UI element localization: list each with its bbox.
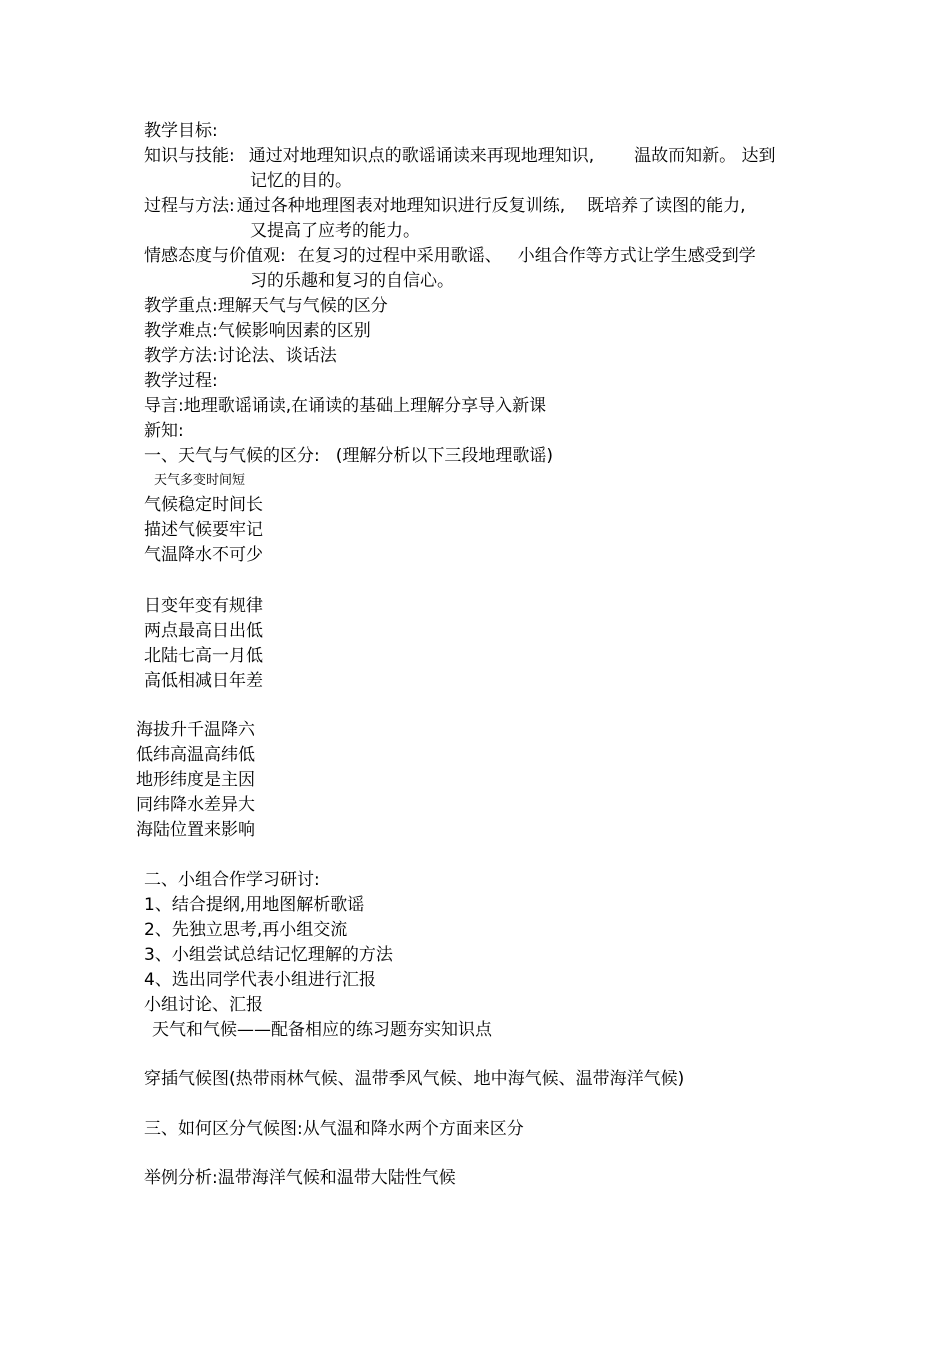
knowledge-goal-text: 通过对地理知识点的歌谣诵读来再现地理知识, xyxy=(248,146,595,166)
section1-title-note: (理解分析以下三段地理歌谣) xyxy=(335,446,553,466)
new-knowledge: 新知: xyxy=(144,421,184,441)
process-goal-text: 通过各种地理图表对地理知识进行反复训练, xyxy=(236,196,566,216)
process-goal-line xyxy=(144,195,746,217)
group-discussion: 小组讨论、汇报 xyxy=(144,995,263,1015)
verse1-line-4: 气温降水不可少 xyxy=(144,545,263,565)
verse3-line-4: 同纬降水差异大 xyxy=(136,795,255,815)
verse3-line-3: 地形纬度是主因 xyxy=(136,770,255,790)
difficulty: 教学难点:气候影响因素的区别 xyxy=(144,321,371,341)
section1-title xyxy=(144,445,553,467)
knowledge-goal-label: 知识与技能: xyxy=(144,146,235,166)
emotion-goal-text-2: 小组合作等方式让学生感受到学 xyxy=(517,246,756,266)
section2-item-1: 1、结合提纲,用地图解析歌谣 xyxy=(144,895,365,915)
knowledge-goal-continued: 记忆的目的。 xyxy=(250,171,352,191)
climate-charts: 穿插气候图(热带雨林气候、温带季风气候、地中海气候、温带海洋气候) xyxy=(144,1069,685,1089)
verse2-line-3: 北陆七高一月低 xyxy=(144,646,263,666)
goals-heading: 教学目标: xyxy=(144,121,218,141)
verse1-line-2: 气候稳定时间长 xyxy=(144,495,263,515)
section2-item-2: 2、先独立思考,再小组交流 xyxy=(144,920,348,940)
process-goal-label: 过程与方法: xyxy=(144,196,235,216)
section2-title: 二、小组合作学习研讨: xyxy=(144,870,320,890)
verse2-line-4: 高低相减日年差 xyxy=(144,671,263,691)
intro: 导言:地理歌谣诵读,在诵读的基础上理解分享导入新课 xyxy=(144,396,547,416)
verse3-line-1: 海拔升千温降六 xyxy=(136,720,255,740)
emotion-goal-label: 情感态度与价值观: xyxy=(144,246,286,266)
emotion-goal-continued: 习的乐趣和复习的自信心。 xyxy=(250,271,454,291)
process-heading: 教学过程: xyxy=(144,371,218,391)
process-goal-continued: 又提高了应考的能力。 xyxy=(250,221,420,241)
teaching-method: 教学方法:讨论法、谈话法 xyxy=(144,346,337,366)
section3-title: 三、如何区分气候图:从气温和降水两个方面来区分 xyxy=(144,1119,524,1139)
emotion-goal-line xyxy=(144,245,756,267)
emotion-goal-text: 在复习的过程中采用歌谣、 xyxy=(297,246,502,266)
section1-title-main: 一、天气与气候的区分: xyxy=(144,446,320,466)
section2-item-4: 4、选出同学代表小组进行汇报 xyxy=(144,970,376,990)
verse2-line-1: 日变年变有规律 xyxy=(144,596,263,616)
verse2-line-2: 两点最高日出低 xyxy=(144,621,263,641)
verse1-line-3: 描述气候要牢记 xyxy=(144,520,263,540)
knowledge-goal-line xyxy=(144,145,776,167)
verse3-line-5: 海陆位置来影响 xyxy=(136,820,255,840)
key-point: 教学重点:理解天气与气候的区分 xyxy=(144,296,388,316)
weather-climate-practice: 天气和气候——配备相应的练习题夯实知识点 xyxy=(152,1020,492,1040)
knowledge-goal-text-2: 温故而知新。 达到 xyxy=(634,146,776,166)
section2-item-3: 3、小组尝试总结记忆理解的方法 xyxy=(144,945,393,965)
verse1-line-1: 天气多变时间短 xyxy=(154,473,246,488)
verse3-line-2: 低纬高温高纬低 xyxy=(136,745,255,765)
example-analysis: 举例分析:温带海洋气候和温带大陆性气候 xyxy=(144,1168,456,1188)
process-goal-text-2: 既培养了读图的能力, xyxy=(587,196,746,216)
